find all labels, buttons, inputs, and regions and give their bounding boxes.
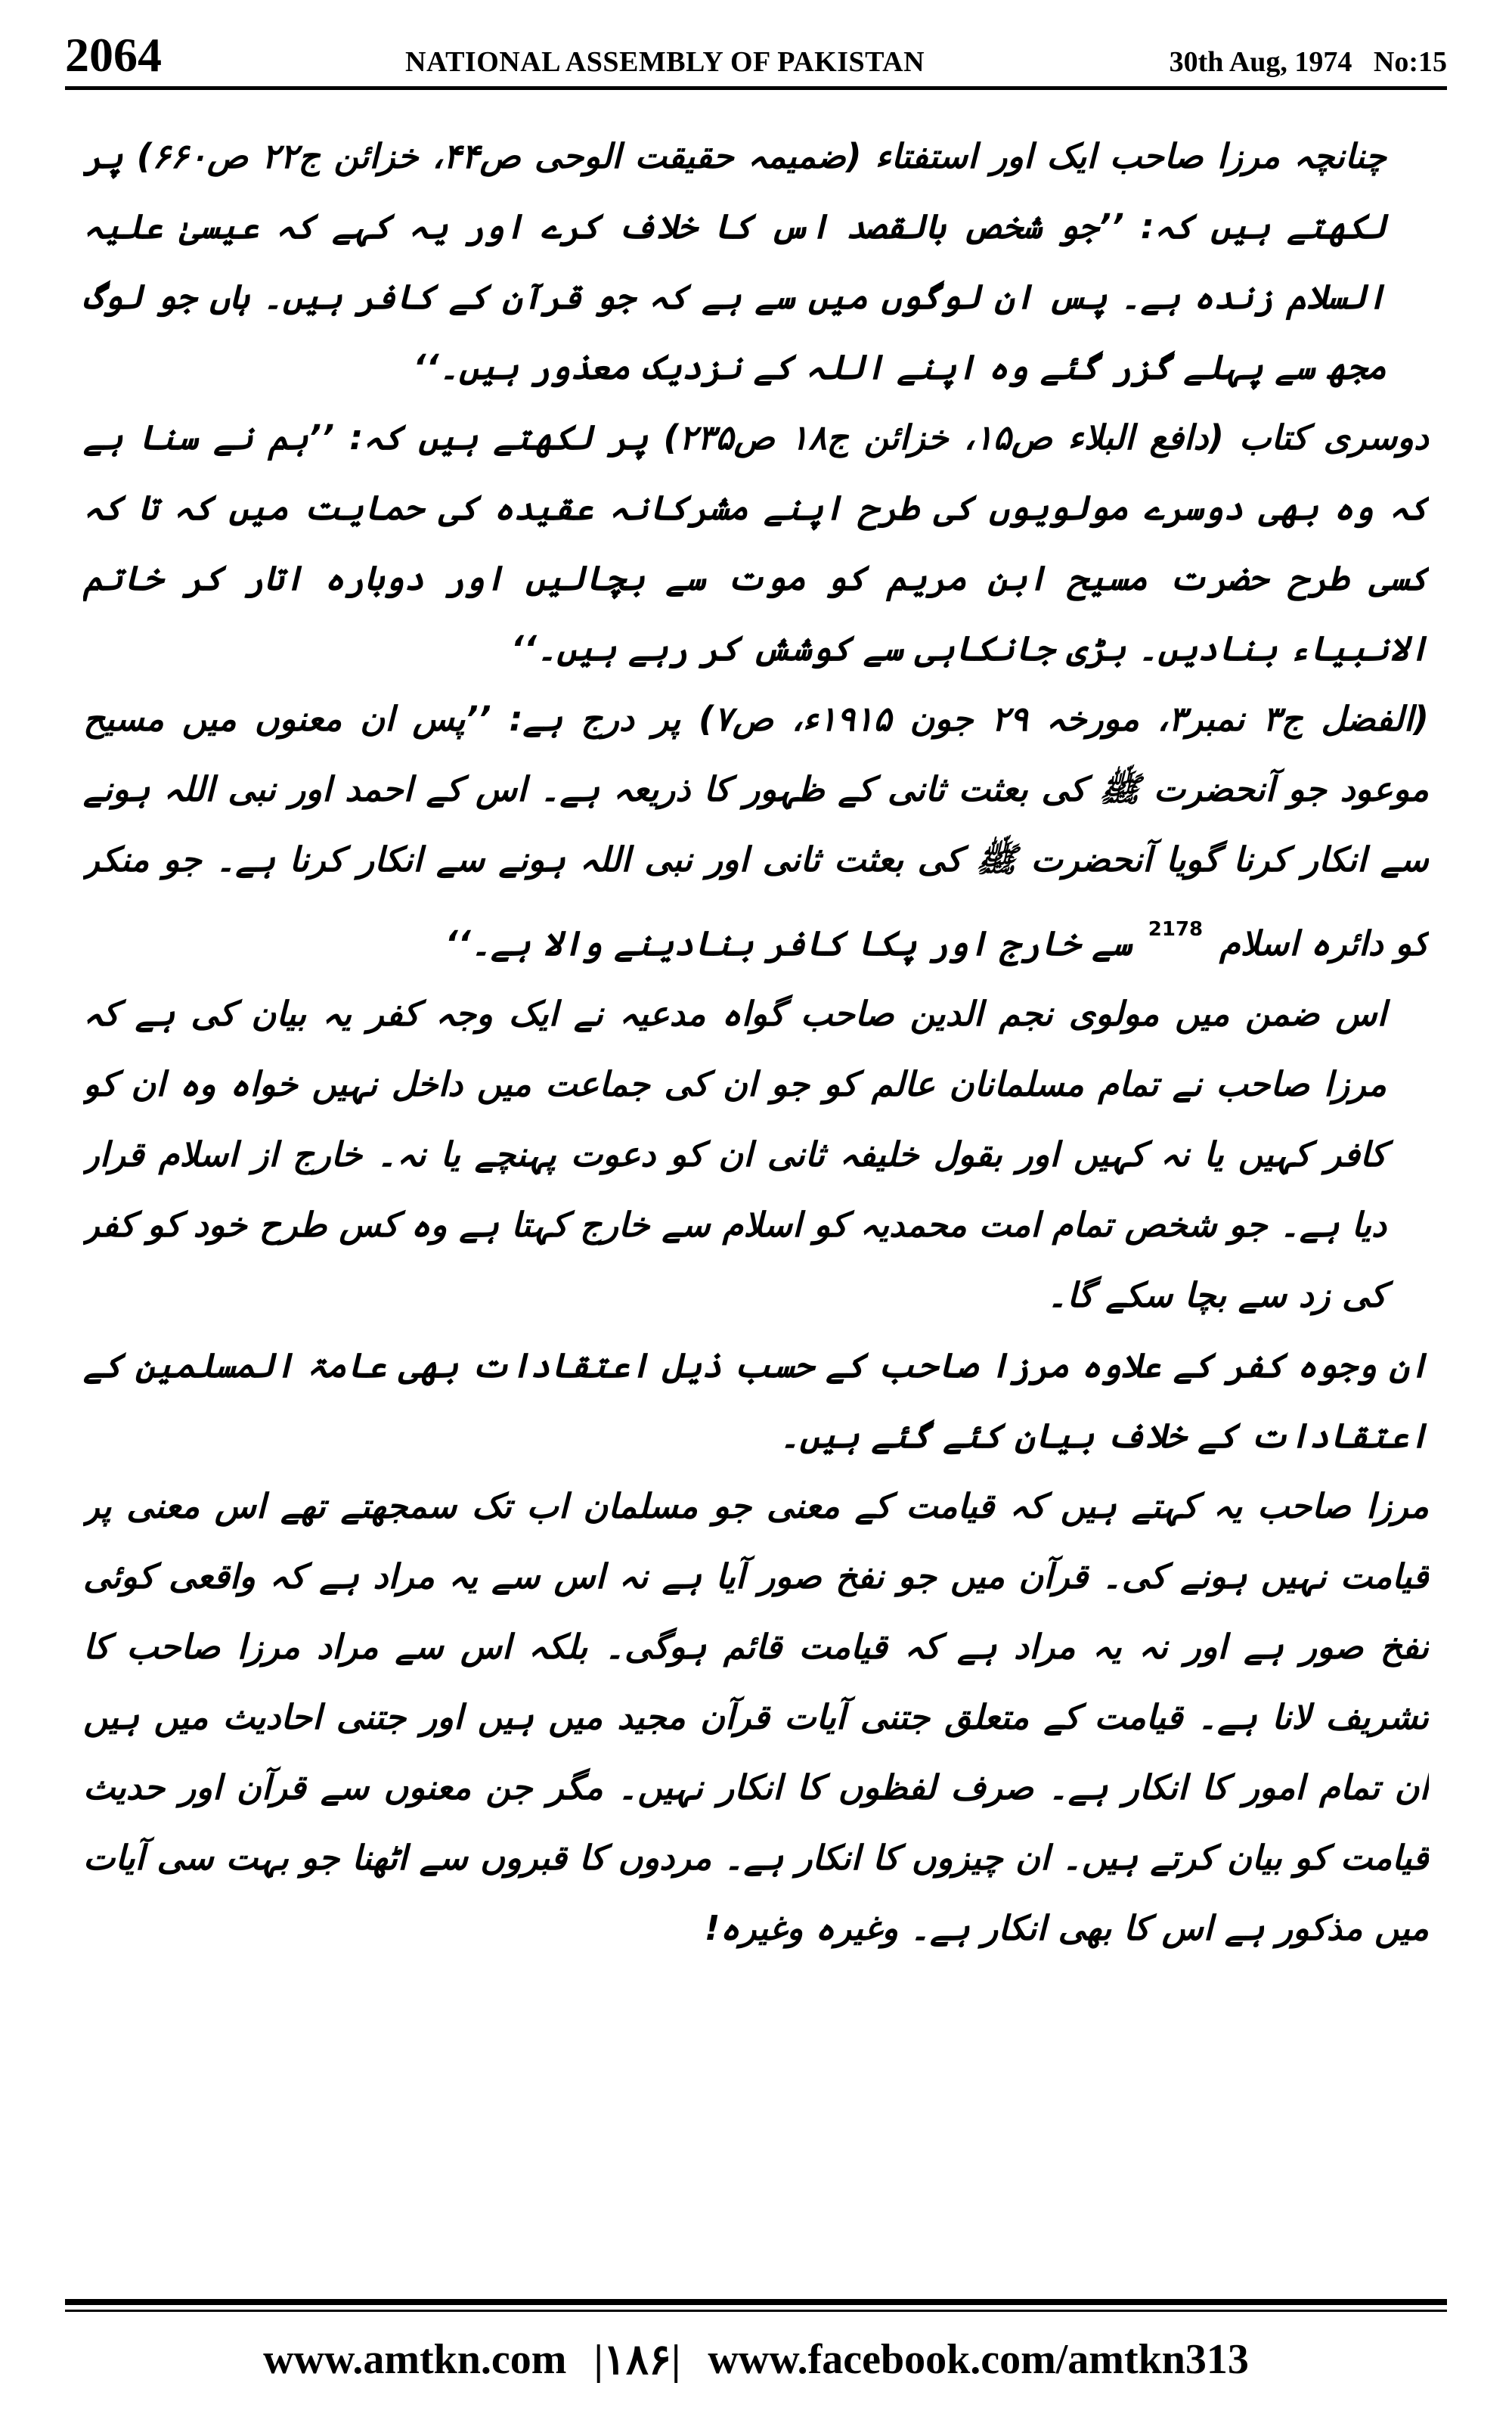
header-date-issue: 30th Aug, 1974 No:15 (1169, 46, 1447, 78)
paragraph-6: مرزا صاحب یہ کہتے ہیں کہ قیامت کے معنی جو مسلمان اب تک سمجھتے تھے اس معنی پر قیامت نہیں ہونے کی۔ قرآن میں جو نفخ صور آیا ہے نہ اس سے یہ مراد ہے کہ واقعی کوئی نفخ صور ہے اور نہ یہ مراد ہے کہ قیامت قائم ہوگی۔ بلکہ اس سے مراد مرزا صاحب کا تشریف لانا ہے۔ قیامت کے متعلق جتنی آیات قرآن مجید میں ہیں اور جتنی احادیث میں ہیں ان تمام امور کا انکار ہے۔ صرف لفظوں کا انکار نہیں۔ مگر جن معنوں سے قرآن اور حدیث قیامت کو بیان کرتے ہیں۔ ان چیزوں کا انکار ہے۔ مردوں کا قبروں سے اٹھنا جو بہت سی آیات میں مذکور ہے اس کا بھی انکار ہے۔ وغیرہ وغیرہ! (83, 1486, 1429, 1948)
page-footer (65, 2329, 1447, 2390)
paragraph-4: اس ضمن میں مولوی نجم الدین صاحب گواہ مدعیہ نے ایک وجہ کفر یہ بیان کی ہے کہ مرزا صاحب نے تمام مسلمانان عالم کو جو ان کی جماعت میں داخل نہیں خواہ وہ ان کو کافر کہیں یا نہ کہیں اور بقول خلیفہ ثانی ان کو دعوت پہنچے یا نہ۔ خارج از اسلام قرار دیا ہے۔ جو شخص تمام امت محمدیہ کو اسلام سے خارج کہتا ہے وہ کس طرح خود کو کفر کی زد سے بچا سکے گا۔ (83, 994, 1387, 1315)
footer-website-link[interactable]: www.amtkn.com (263, 2336, 567, 2383)
footer-rule-thick (65, 2299, 1447, 2305)
header-title: NATIONAL ASSEMBLY OF PAKISTAN (405, 46, 925, 78)
page-number: 2064 (65, 28, 162, 82)
footer-page-marker: |۱۸۶| (593, 2336, 681, 2384)
paragraph-1: چنانچہ مرزا صاحب ایک اور استفتاء (ضمیمہ حقیقت الوحی ص۴۴، خزائن ج۲۲ ص۶۶۰) پر لکھتے ہیں کہ: ’’جو شخص بالقصد اس کا خلاف کرے اور یہ کہے کہ عیسیٰ علیہ السلام زندہ ہے۔ پس ان لوگوں میں سے ہے کہ جو قرآن کے کافر ہیں۔ ہاں جو لوگ مجھ سے پہلے گزر گئے وہ اپنے اللہ کے نزدیک معذور ہیں۔‘‘ (83, 136, 1387, 387)
document-body (83, 121, 1429, 2276)
paragraph-3 (83, 684, 1429, 979)
paragraph-3-end: سے خارج اور پکا کافر بنادینے والا ہے۔‘‘ (445, 923, 1132, 963)
paragraph-3-text: (الفضل ج۳ نمبر۳، مورخہ ۲۹ جون ۱۹۱۵ء، ص۷) پر درج ہے: ’’پس ان معنوں میں مسیح موعود جو آنحضرت ﷺ کی بعثت ثانی کے ظہور کا ذریعہ ہے۔ اس کے احمد اور نبی اللہ ہونے سے انکار کرنا گویا آنحضرت ﷺ کی بعثت ثانی اور نبی اللہ ہونے سے انکار کرنا ہے۔ جو منکر کو دائرہ اسلام (83, 699, 1429, 963)
footer-facebook-link[interactable]: www.facebook.com/amtkn313 (708, 2336, 1249, 2383)
footer-rule-thin (65, 2310, 1447, 2312)
page-header (65, 23, 1447, 91)
paragraph-2: دوسری کتاب (دافع البلاء ص۱۵، خزائن ج۱۸ ص۲۳۵) پر لکھتے ہیں کہ: ’’ہم نے سنا ہے کہ وہ بھی دوسرے مولویوں کی طرح اپنے مشرکانہ عقیدہ کی حمایت میں کہ تا کہ کسی طرح حضرت مسیح ابن مریم کو موت سے بچالیں اور دوبارہ اتار کر خاتم الانبیاء بنادیں۔ بڑی جانکاہی سے کوشش کر رہے ہیں۔‘‘ (83, 417, 1429, 669)
header-rule (65, 86, 1447, 90)
paragraph-5: ان وجوہ کفر کے علاوہ مرزا صاحب کے حسب ذیل اعتقادات بھی عامۃ المسلمین کے اعتقادات کے خلاف بیان کئے گئے ہیں۔ (83, 1345, 1429, 1456)
page-reference-marker: 2178 (1148, 918, 1204, 941)
